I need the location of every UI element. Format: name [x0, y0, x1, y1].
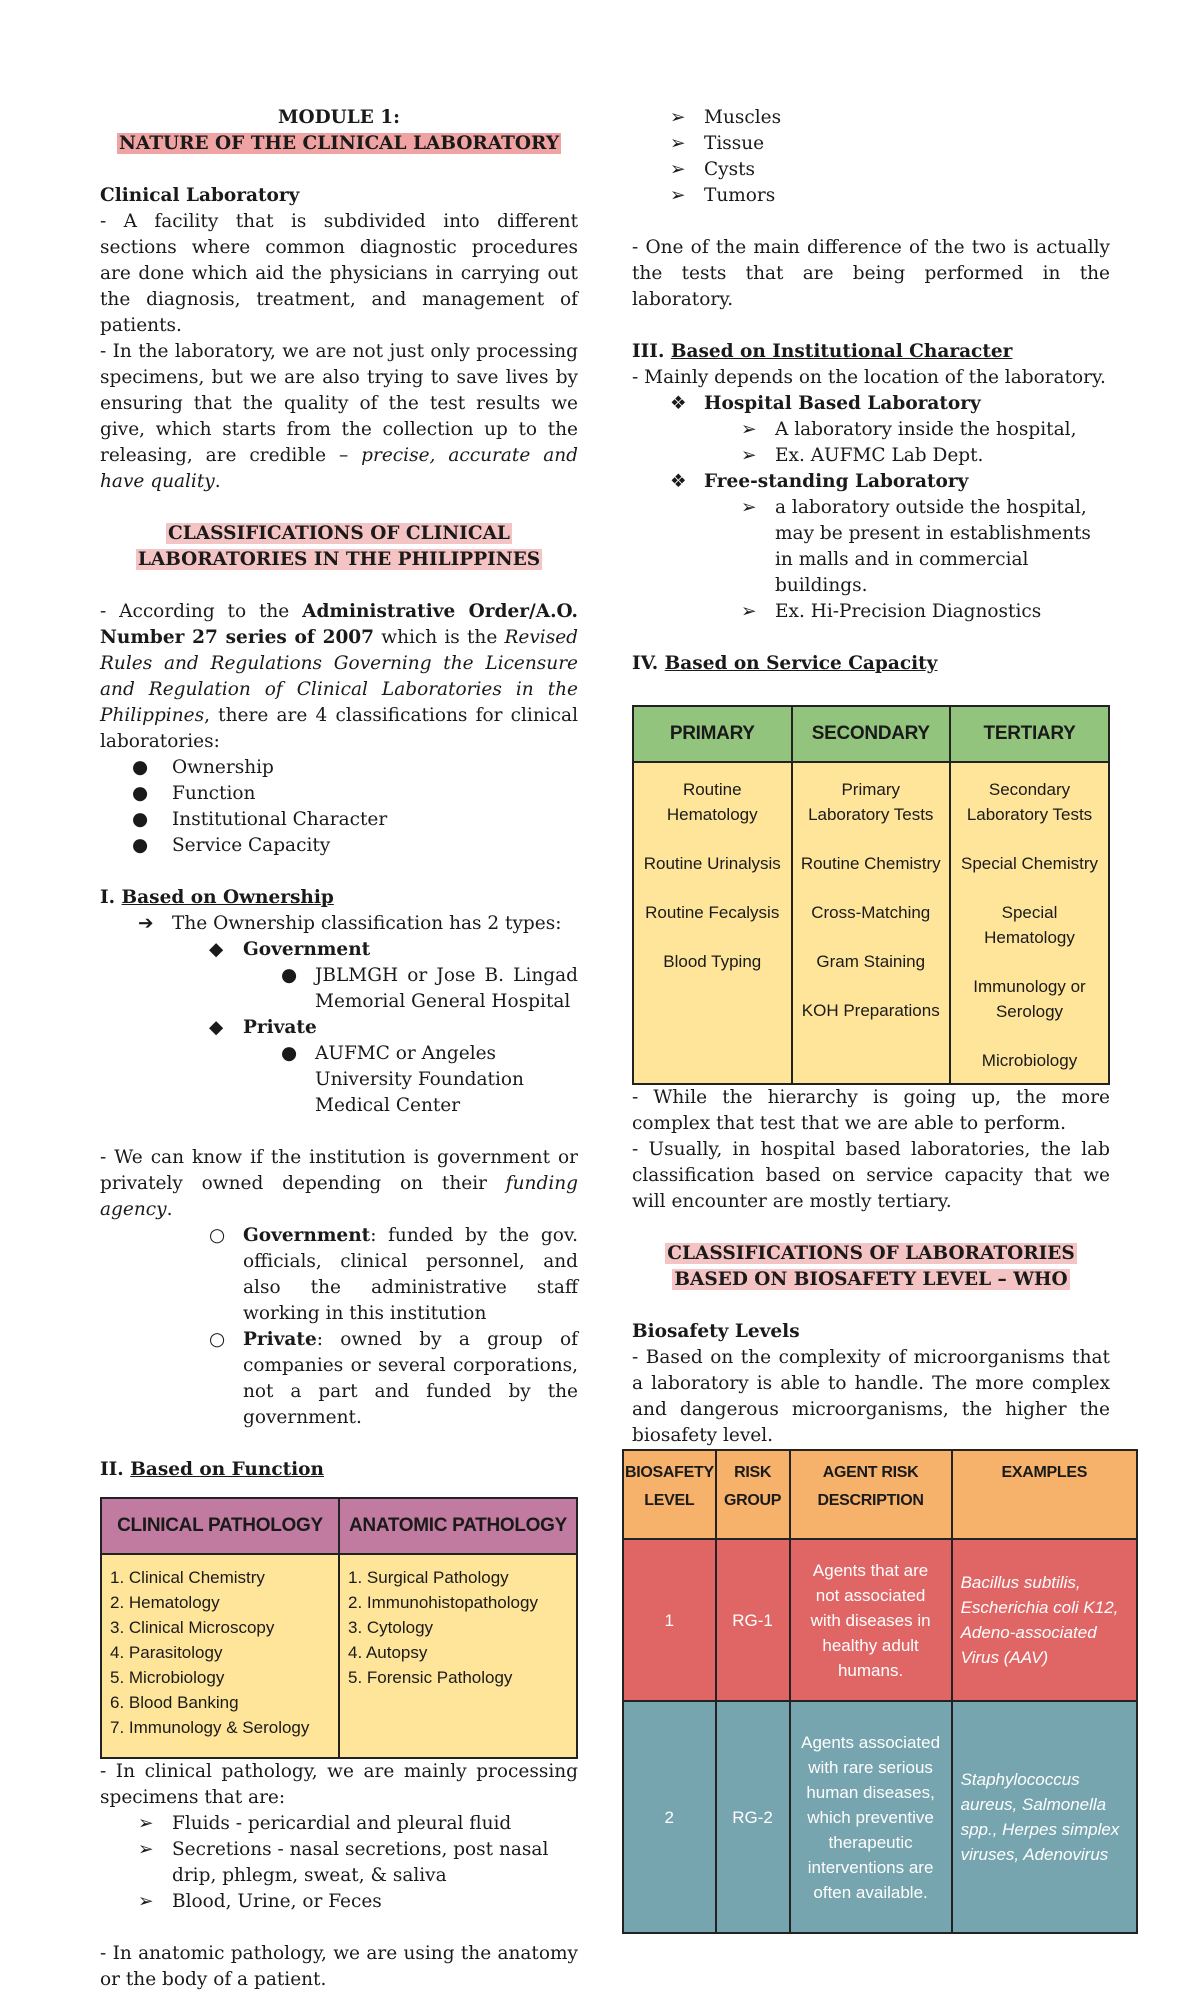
table-cell: Bacillus subtilis, Escherichia coli K12, Adeno-associated Virus (AAV) [952, 1539, 1137, 1701]
classification-list [100, 755, 578, 859]
tertiary-cell: Secondary Laboratory Tests Special Chemistry Special Hematology Immunology or Serology Microbiology [950, 762, 1109, 1084]
table-header: TERTIARY [950, 706, 1109, 762]
table-cell: RG-1 [716, 1539, 790, 1701]
list-item: ➢ A laboratory inside the hospital, [741, 419, 1077, 440]
list-item: ➢ Ex. AUFMC Lab Dept. [741, 445, 984, 466]
usually-paragraph: - Usually, in hospital based laboratories, the lab classification based on service capacity that we will encounter are mostly tertiary. [632, 1139, 1110, 1212]
list-item: ➢ Muscles [670, 107, 782, 128]
table-cell: 2 [623, 1701, 716, 1933]
difference-paragraph: - One of the main difference of the two is actually the tests that are being performed in the laboratory. [632, 237, 1110, 310]
hierarchy-paragraph: - While the hierarchy is going up, the more complex that test that we are able to perform. [632, 1087, 1110, 1134]
list-item: ● Institutional Character [132, 809, 388, 830]
biosafety-heading-line2: BASED ON BIOSAFETY LEVEL – WHO [674, 1269, 1068, 1290]
list-item: ➢ Secretions - nasal secretions, post nasal drip, phlegm, sweat, & saliva [138, 1839, 549, 1886]
section-ownership-heading: I. Based on Ownership [100, 887, 334, 908]
list-item: ➢ a laboratory outside the hospital, may be present in establishments in malls and in commercial buildings. [741, 497, 1091, 596]
primary-cell: Routine Hematology Routine Urinalysis Routine Fecalysis Blood Typing [633, 762, 792, 1084]
clinical-lab-definition: - A facility that is subdivided into different sections where common diagnostic procedures are done which aid the physicians in carrying out the diagnosis, treatment, and management of patients. [100, 211, 578, 336]
table-header: AGENT RISK DESCRIPTION [790, 1450, 952, 1539]
table-header: RISK GROUP [716, 1450, 790, 1539]
classifications-heading-line1: CLASSIFICATIONS OF CLINICAL [168, 523, 510, 544]
clinical-pathology-paragraph: - In clinical pathology, we are mainly processing specimens that are: [100, 1761, 578, 1808]
list-item: ❖ Free-standing Laboratory [670, 471, 969, 492]
ao-paragraph: - According to the Administrative Order/A.O. Number 27 series of 2007 which is the Revised Rules and Regulations Governing the Licensure and Regulation of Clinical Laboratories in the Philippines, there are 4 classifications for clinical laboratories: [100, 601, 578, 752]
service-capacity-table [632, 705, 1110, 1085]
table-header: ANATOMIC PATHOLOGY [339, 1498, 577, 1554]
list-item: ➔ The Ownership classification has 2 types: [138, 913, 562, 934]
section-institutional-heading: III. Based on Institutional Character [632, 341, 1013, 362]
list-item: ➢ Ex. Hi-Precision Diagnostics [741, 601, 1042, 622]
biosafety-paragraph: - Based on the complexity of microorganisms that a laboratory is able to handle. The more complex and dangerous microorganisms, the higher the biosafety level. [632, 1347, 1110, 1446]
list-item: ● Ownership [132, 757, 274, 778]
table-row [623, 1539, 1137, 1701]
list-item: ➢ Tumors [670, 185, 776, 206]
section-service-heading: IV. Based on Service Capacity [632, 653, 938, 674]
biosafety-levels-title: Biosafety Levels [632, 1321, 800, 1342]
funding-paragraph: - We can know if the institution is government or privately owned depending on their funding agency. [100, 1147, 578, 1220]
table-header: CLINICAL PATHOLOGY [101, 1498, 339, 1554]
list-item: ➢ Tissue [670, 133, 765, 154]
anatomic-pathology-cell: 1. Surgical Pathology 2. Immunohistopathology 3. Cytology 4. Autopsy 5. Forensic Pathology [339, 1554, 577, 1758]
list-item: ❖ Hospital Based Laboratory [670, 393, 981, 414]
list-item: ➢ Cysts [670, 159, 756, 180]
table-header: SECONDARY [792, 706, 951, 762]
table-header: PRIMARY [633, 706, 792, 762]
clinical-pathology-cell: 1. Clinical Chemistry 2. Hematology 3. Clinical Microscopy 4. Parasitology 5. Microbiology 6. Blood Banking 7. Immunology & Serology [101, 1554, 339, 1758]
biosafety-heading-line1: CLASSIFICATIONS OF LABORATORIES [667, 1243, 1075, 1264]
table-header: EXAMPLES [952, 1450, 1137, 1539]
list-item: ● Service Capacity [132, 835, 331, 856]
table-cell: Agents associated with rare serious human diseases, which preventive therapeutic interventions are often available. [790, 1701, 952, 1933]
clinical-lab-heading: Clinical Laboratory [100, 185, 300, 206]
table-cell: 1 [623, 1539, 716, 1701]
table-cell: RG-2 [716, 1701, 790, 1933]
left-column [100, 105, 578, 1993]
list-item: ◆ Private [209, 1017, 317, 1038]
table-cell: Agents that are not associated with diseases in healthy adult humans. [790, 1539, 952, 1701]
list-item: ➢ Blood, Urine, or Feces [138, 1891, 382, 1912]
list-item: ● Function [132, 783, 256, 804]
table-row [623, 1701, 1137, 1933]
table-header: BIOSAFETY LEVEL [623, 1450, 716, 1539]
module-subtitle: NATURE OF THE CLINICAL LABORATORY [118, 133, 560, 154]
institutional-paragraph: - Mainly depends on the location of the laboratory. [632, 367, 1106, 388]
clinical-lab-paragraph: - In the laboratory, we are not just only processing specimens, but we are also trying to save lives by ensuring that the quality of the test results we give, which starts from the collection up to the releasing, are credible – precise, accurate and have quality. [100, 341, 578, 492]
list-item: ◆ Government [209, 939, 371, 960]
secondary-cell: Primary Laboratory Tests Routine Chemistry Cross-Matching Gram Staining KOH Preparations [792, 762, 951, 1084]
list-item: ● AUFMC or Angeles University Foundation Medical Center [281, 1043, 524, 1116]
classifications-heading-line2: LABORATORIES IN THE PHILIPPINES [137, 549, 541, 570]
table-cell: Staphylococcus aureus, Salmonella spp., Herpes simplex viruses, Adenovirus [952, 1701, 1137, 1933]
module-title: MODULE 1: [277, 107, 401, 128]
list-item: ○ Private: owned by a group of companies or several corporations, not a part and funded by the government. [209, 1329, 578, 1428]
list-item: ○ Government: funded by the gov. officials, clinical personnel, and also the administrative staff working in this institution [209, 1225, 578, 1324]
list-item: ● JBLMGH or Jose B. Lingad Memorial General Hospital [281, 965, 578, 1012]
list-item: ➢ Fluids - pericardial and pleural fluid [138, 1813, 512, 1834]
function-table [100, 1497, 578, 1759]
right-column [625, 105, 1120, 1934]
biosafety-table [622, 1449, 1138, 1934]
anatomic-pathology-paragraph: - In anatomic pathology, we are using the anatomy or the body of a patient. [100, 1943, 578, 1990]
section-function-heading: II. Based on Function [100, 1459, 324, 1480]
